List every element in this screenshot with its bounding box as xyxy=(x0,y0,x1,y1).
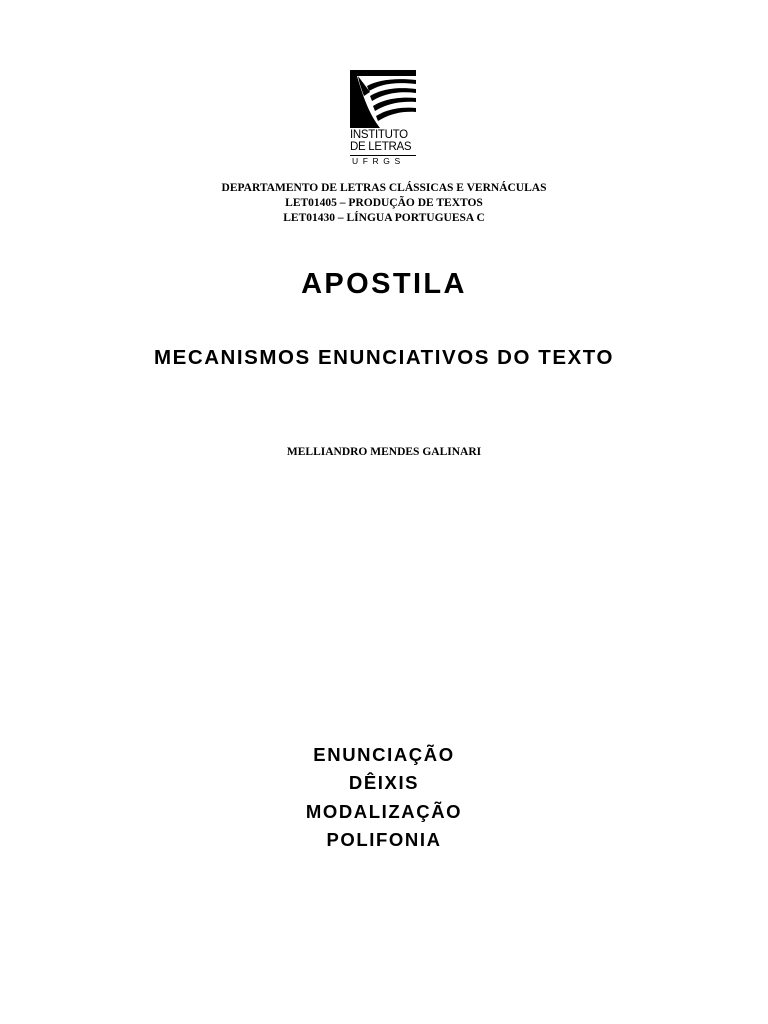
department-header xyxy=(0,181,768,226)
institute-logo xyxy=(350,70,418,170)
department-name: DEPARTAMENTO DE LETRAS CLÁSSICAS E VERNÁCULAS xyxy=(221,182,547,194)
author-name: MELLIANDRO MENDES GALINARI xyxy=(286,446,482,458)
topic-item: POLIFONIA xyxy=(326,828,442,850)
document-subtitle: MECANISMOS ENUNCIATIVOS DO TEXTO xyxy=(153,346,614,369)
course-line-2: LET01430 – LÍNGUA PORTUGUESA C xyxy=(283,212,485,224)
topic-item: MODALIZAÇÃO xyxy=(305,800,463,822)
course-line-1: LET01405 – PRODUÇÃO DE TEXTOS xyxy=(285,197,483,209)
institute-logo-mark xyxy=(350,70,418,128)
topics-list xyxy=(0,741,768,854)
logo-letras-text: DE LETRAS xyxy=(350,142,416,156)
topic-item: ENUNCIAÇÃO xyxy=(313,744,455,765)
logo-institute-text: INSTITUTO xyxy=(350,129,408,141)
logo-ufrgs-text: UFRGS xyxy=(352,156,405,166)
topic-item: DÊIXIS xyxy=(348,772,420,794)
document-title: APOSTILA xyxy=(301,268,467,300)
